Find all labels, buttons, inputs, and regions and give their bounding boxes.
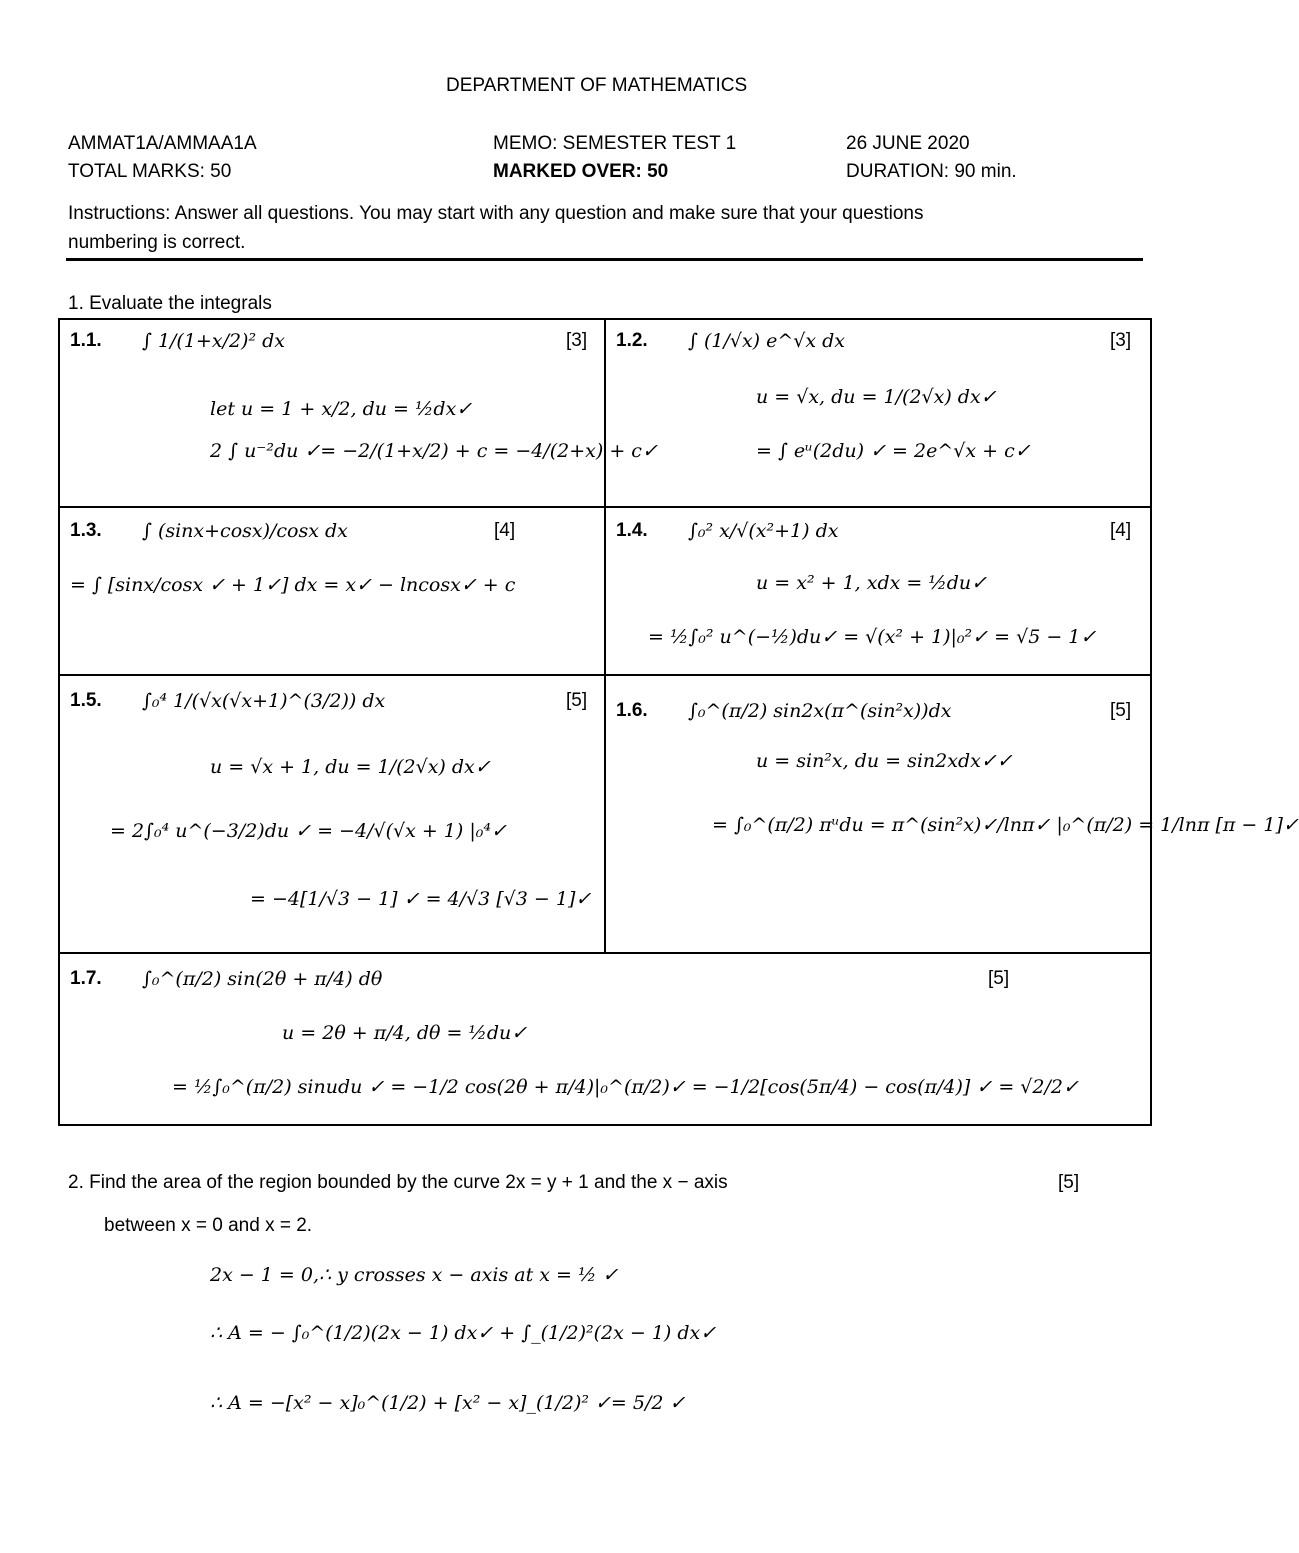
instructions-line-2: numbering is correct.	[68, 232, 246, 253]
problem-expression: ∫ (sinx+cosx)/cosx dx	[142, 520, 348, 542]
solution-step-1: u = √x + 1, du = 1/(2√x) dx✓	[210, 756, 491, 778]
problem-expression: ∫₀⁴ 1/(√x(√x+1)^(3/2)) dx	[142, 690, 386, 712]
solution-step-1: = ∫ [sinx/cosx ✓ + 1✓] dx = x✓ − lncosx✓ + c	[70, 574, 516, 596]
question-2-step-2: ∴ A = − ∫₀^(1/2)(2x − 1) dx✓ + ∫_(1/2)²(2x − 1) dx✓	[210, 1322, 717, 1344]
course-code: AMMAT1A/AMMAA1A	[68, 133, 257, 154]
solution-step-2: = ½∫₀^(π/2) sinudu ✓ = −1/2 cos(2θ + π/4)|₀^(π/2)✓ = −1/2[cos(5π/4) − cos(π/4)] ✓ = √2/2✓	[172, 1076, 1079, 1098]
total-marks: TOTAL MARKS: 50	[68, 161, 232, 182]
test-date: 26 JUNE 2020	[846, 133, 970, 154]
marks: [5]	[988, 968, 1010, 989]
part-1-7	[60, 954, 1150, 1124]
part-1-2	[606, 320, 1150, 506]
marks: [5]	[1110, 700, 1132, 721]
part-number: 1.5.	[70, 690, 102, 711]
problem-expression: ∫ (1/√x) e^√x dx	[688, 330, 846, 352]
problem-expression: ∫₀² x/√(x²+1) dx	[688, 520, 839, 542]
integrals-table	[58, 318, 1299, 1126]
department-title: DEPARTMENT OF MATHEMATICS	[446, 75, 748, 96]
marks: [5]	[566, 690, 588, 711]
solution-step-1: u = 2θ + π/4, dθ = ½du✓	[282, 1022, 528, 1044]
solution-step-2: 2 ∫ u⁻²du ✓= −2/(1+x/2) + c = −4/(2+x) + c✓	[210, 440, 658, 462]
solution-step-3: = −4[1/√3 − 1] ✓ = 4/√3 [√3 − 1]✓	[250, 888, 592, 910]
part-1-1	[60, 320, 658, 506]
solution-step-2: = 2∫₀⁴ u^(−3/2)du ✓ = −4/√(√x + 1) |₀⁴✓	[110, 820, 507, 842]
solution-step-2: = ½∫₀² u^(−½)du✓ = √(x² + 1)|₀²✓ = √5 − 1✓	[648, 626, 1097, 648]
marks: [4]	[494, 520, 516, 541]
memo-title: MEMO: SEMESTER TEST 1	[493, 133, 737, 154]
header-divider	[66, 258, 1143, 261]
part-number: 1.7.	[70, 968, 102, 989]
marked-over: MARKED OVER: 50	[493, 161, 669, 182]
part-1-3	[60, 508, 604, 674]
question-2-line-1: 2. Find the area of the region bounded by the curve 2x = y + 1 and the x − axis	[68, 1172, 728, 1193]
part-1-4	[606, 508, 1150, 674]
problem-expression: ∫ 1/(1+x/2)² dx	[142, 330, 286, 352]
solution-step-1: u = sin²x, du = sin2xdx✓✓	[756, 750, 1013, 772]
instructions-line-1: Instructions: Answer all questions. You may start with any question and make sure that your questions	[68, 203, 924, 224]
duration: DURATION: 90 min.	[846, 161, 1017, 182]
marks: [4]	[1110, 520, 1132, 541]
part-1-5	[60, 676, 604, 952]
question-2-step-3: ∴ A = −[x² − x]₀^(1/2) + [x² − x]_(1/2)² ✓= 5/2 ✓	[210, 1392, 686, 1414]
question-2-marks: [5]	[1058, 1172, 1080, 1193]
question-1-title: 1. Evaluate the integrals	[68, 293, 272, 314]
solution-step-1: u = x² + 1, xdx = ½du✓	[756, 572, 988, 594]
part-number: 1.2.	[616, 330, 648, 351]
solution-step-1: let u = 1 + x/2, du = ½dx✓	[210, 398, 473, 420]
part-number: 1.6.	[616, 700, 648, 721]
solution-step-1: u = √x, du = 1/(2√x) dx✓	[756, 386, 997, 408]
question-2-line-2: between x = 0 and x = 2.	[104, 1215, 313, 1236]
marks: [3]	[1110, 330, 1132, 351]
part-number: 1.4.	[616, 520, 648, 541]
question-2-step-1: 2x − 1 = 0,∴ y crosses x − axis at x = ½ ✓	[210, 1264, 619, 1286]
part-1-6	[606, 676, 1299, 952]
marks: [3]	[566, 330, 588, 351]
solution-step-2: = ∫₀^(π/2) πᵘdu = π^(sin²x)✓/lnπ✓ |₀^(π/2) = 1/lnπ [π − 1]✓	[712, 814, 1299, 836]
part-number: 1.3.	[70, 520, 102, 541]
problem-expression: ∫₀^(π/2) sin(2θ + π/4) dθ	[142, 968, 383, 990]
problem-expression: ∫₀^(π/2) sin2x(π^(sin²x))dx	[688, 700, 952, 722]
solution-step-2: = ∫ eᵘ(2du) ✓ = 2e^√x + c✓	[756, 440, 1031, 462]
part-number: 1.1.	[70, 330, 102, 351]
